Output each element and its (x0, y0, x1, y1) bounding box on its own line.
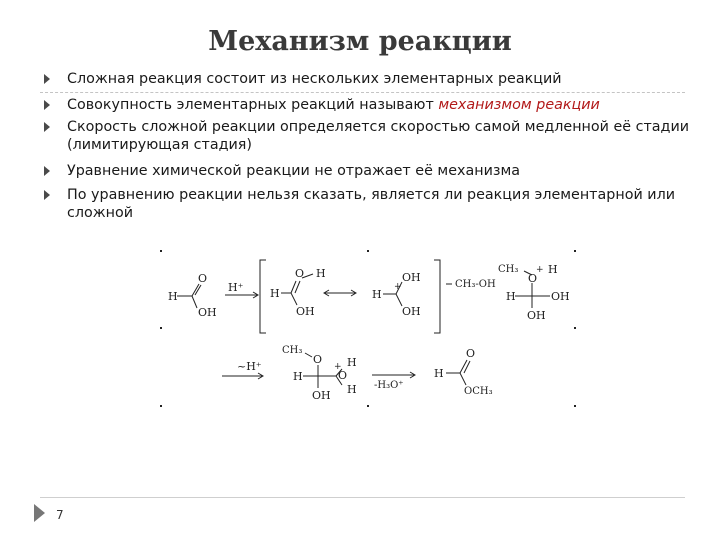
scheme-atom: CH₃ (498, 264, 519, 275)
scheme-atom: H (372, 288, 382, 301)
scheme-atom: O (338, 369, 348, 382)
bullet-arrow-icon (44, 190, 50, 200)
page-number: 7 (56, 508, 64, 522)
scheme-reagent: ~H⁺ (237, 360, 262, 373)
scheme-atom: H (316, 267, 326, 280)
scheme-atom: O (295, 267, 305, 280)
scheme-atom: H (270, 287, 280, 300)
bullet-arrow-icon (44, 100, 50, 110)
scheme-atom: H (168, 290, 178, 303)
scheme-reagent: H⁺ (228, 281, 244, 294)
scheme-atom: OH (551, 290, 570, 303)
page-marker-icon (34, 504, 45, 522)
scheme-atom: OH (296, 305, 315, 318)
bullet-arrow-icon (44, 166, 50, 176)
bullet-text: Скорость сложной реакции определяется скоростью самой медленной её стадии (лимитирующая стадия) (67, 119, 690, 153)
scheme-atom: H (548, 263, 558, 276)
scheme-atom: H (434, 367, 444, 380)
scheme-atom: CH₃ (282, 345, 303, 356)
bullet-text: Сложная реакция состоит из нескольких элементарных реакций (67, 71, 562, 87)
scheme-reagent: -H₃O⁺ (374, 380, 404, 391)
bullet-item (40, 186, 690, 222)
bullet-text: Совокупность элементарных реакций называют (67, 97, 439, 113)
scheme-atom: OH (402, 271, 421, 284)
scheme-atom: OH (198, 306, 217, 319)
bullet-arrow-icon (44, 74, 50, 84)
bullet-text: Уравнение химической реакции не отражает её механизма (67, 163, 521, 179)
scheme-atom: OH (402, 305, 421, 318)
scheme-atom: H (293, 370, 303, 383)
bullet-arrow-icon (44, 122, 50, 132)
scheme-atom: O (466, 347, 476, 360)
bullet-highlight: механизмом реакции (438, 97, 600, 113)
bullet-list (40, 70, 690, 222)
scheme-charge: + (536, 265, 544, 275)
footer-divider (40, 497, 685, 498)
scheme-charge: + (394, 282, 402, 292)
page-title: Механизм реакции (208, 26, 512, 57)
scheme-charge: + (334, 362, 342, 372)
bullet-item (40, 96, 690, 114)
scheme-reagent: CH₃-OH (455, 279, 496, 290)
reaction-mechanism-scheme (150, 245, 590, 420)
scheme-atom: OH (527, 309, 546, 322)
bullet-item (40, 118, 690, 154)
scheme-atom: H (347, 356, 357, 369)
scheme-atom: O (198, 272, 208, 285)
scheme-atom: O (313, 353, 323, 366)
scheme-atom: H (347, 383, 357, 396)
scheme-atom: O (528, 272, 538, 285)
bullet-item (40, 162, 690, 180)
scheme-atom: OH (312, 389, 331, 402)
scheme-atom: H (506, 290, 516, 303)
scheme-atom: OCH₃ (464, 386, 493, 397)
bullet-text: По уравнению реакции нельзя сказать, является ли реакция элементарной или сложной (67, 187, 676, 221)
bullet-item (40, 70, 690, 88)
